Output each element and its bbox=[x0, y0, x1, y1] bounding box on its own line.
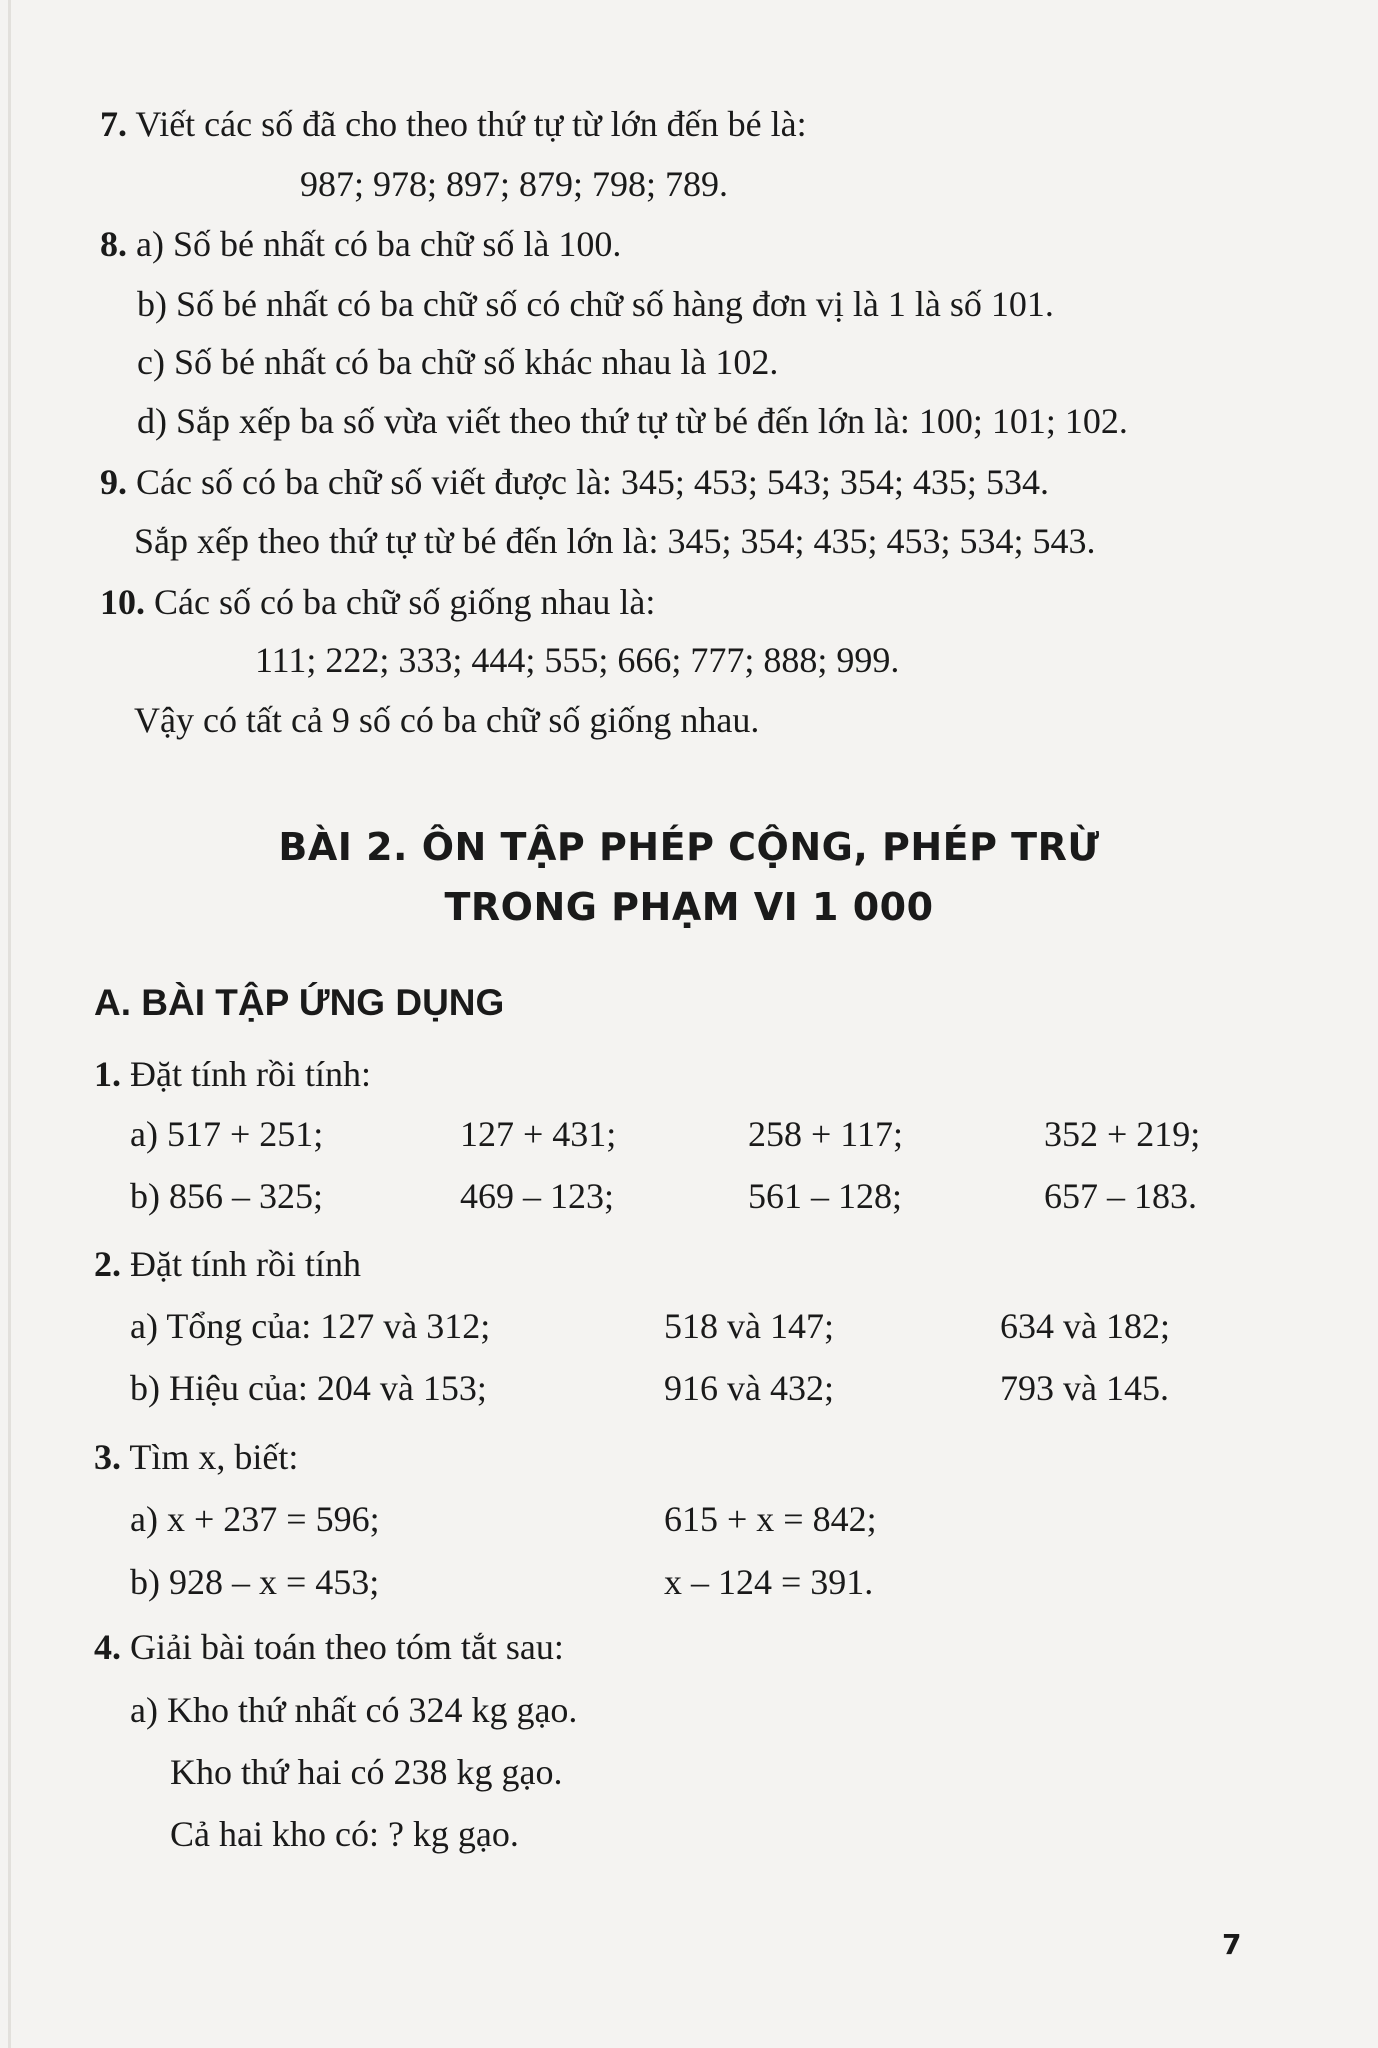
ex4-text: Giải bài toán theo tóm tắt sau: bbox=[130, 1627, 564, 1667]
q9-line2: Sắp xếp theo thứ tự từ bé đến lớn là: 345; 354; 435; 453; 534; 543. bbox=[134, 521, 1096, 561]
ex2-number: 2. bbox=[94, 1244, 121, 1284]
q10-number: 10. bbox=[100, 582, 145, 622]
q8-line-a bbox=[100, 222, 621, 266]
ex2-b-3: 793 và 145. bbox=[1000, 1368, 1169, 1408]
q8-number: 8. bbox=[100, 224, 127, 264]
ex1-number: 1. bbox=[94, 1054, 121, 1094]
lesson-title-line1: BÀI 2. ÔN TẬP PHÉP CỘNG, PHÉP TRỪ bbox=[278, 825, 1100, 869]
q9-number: 9. bbox=[100, 462, 127, 502]
ex1-line bbox=[94, 1052, 371, 1096]
q10-line2: 111; 222; 333; 444; 555; 666; 777; 888; 999. bbox=[255, 640, 900, 680]
ex4-number: 4. bbox=[94, 1627, 121, 1667]
q9-text: Các số có ba chữ số viết được là: 345; 453; 543; 354; 435; 534. bbox=[136, 462, 1049, 502]
ex1-a-1: a) 517 + 251; bbox=[130, 1114, 324, 1154]
q10-text: Các số có ba chữ số giống nhau là: bbox=[154, 582, 656, 622]
ex2-a-1: a) Tổng của: 127 và 312; bbox=[130, 1306, 491, 1346]
ex2-b-2: 916 và 432; bbox=[664, 1368, 834, 1408]
ex4-line bbox=[94, 1625, 564, 1669]
ex1-b-1: b) 856 – 325; bbox=[130, 1176, 323, 1216]
q9-line1 bbox=[100, 460, 1049, 504]
ex1-b-2: 469 – 123; bbox=[460, 1176, 615, 1216]
q8-c: c) Số bé nhất có ba chữ số khác nhau là 102. bbox=[137, 342, 779, 382]
ex4-a1: a) Kho thứ nhất có 324 kg gạo. bbox=[130, 1690, 578, 1730]
ex3-b-2: x – 124 = 391. bbox=[664, 1562, 874, 1602]
ex3-a-2: 615 + x = 842; bbox=[664, 1499, 877, 1539]
ex2-text: Đặt tính rồi tính bbox=[130, 1244, 361, 1284]
q8-b: b) Số bé nhất có ba chữ số có chữ số hàng đơn vị là 1 là số 101. bbox=[137, 284, 1054, 324]
ex2-a-2: 518 và 147; bbox=[664, 1306, 834, 1346]
q8-a: a) Số bé nhất có ba chữ số là 100. bbox=[136, 224, 622, 264]
ex1-a-4: 352 + 219; bbox=[1044, 1114, 1201, 1154]
lesson-title-line2: TRONG PHẠM VI 1 000 bbox=[444, 885, 934, 929]
q10-line3: Vậy có tất cả 9 số có ba chữ số giống nhau. bbox=[134, 700, 760, 740]
section-heading: A. BÀI TẬP ỨNG DỤNG bbox=[94, 982, 505, 1023]
ex2-b-1: b) Hiệu của: 204 và 153; bbox=[130, 1368, 487, 1408]
q7-number: 7. bbox=[100, 104, 127, 144]
ex3-text: Tìm x, biết: bbox=[129, 1437, 299, 1477]
ex4-a3: Cả hai kho có: ? kg gạo. bbox=[170, 1814, 519, 1854]
page-gutter-shadow bbox=[8, 0, 11, 2048]
ex3-number: 3. bbox=[94, 1437, 121, 1477]
ex1-b-3: 561 – 128; bbox=[748, 1176, 903, 1216]
page-number: 7 bbox=[1222, 1928, 1242, 1961]
q7-text: Viết các số đã cho theo thứ tự từ lớn đến bé là: bbox=[135, 104, 807, 144]
ex3-a-1: a) x + 237 = 596; bbox=[130, 1499, 380, 1539]
ex3-b-1: b) 928 – x = 453; bbox=[130, 1562, 380, 1602]
ex1-text: Đặt tính rồi tính: bbox=[130, 1054, 371, 1094]
ex1-b-4: 657 – 183. bbox=[1044, 1176, 1197, 1216]
ex2-line bbox=[94, 1242, 361, 1286]
q7-line bbox=[100, 102, 807, 146]
q10-line1 bbox=[100, 580, 655, 624]
ex1-a-3: 258 + 117; bbox=[748, 1114, 903, 1154]
ex4-a2: Kho thứ hai có 238 kg gạo. bbox=[170, 1752, 563, 1792]
ex1-a-2: 127 + 431; bbox=[460, 1114, 617, 1154]
ex3-line bbox=[94, 1435, 298, 1479]
q8-d: d) Sắp xếp ba số vừa viết theo thứ tự từ bé đến lớn là: 100; 101; 102. bbox=[137, 401, 1128, 441]
q7-answer: 987; 978; 897; 879; 798; 789. bbox=[300, 164, 729, 204]
ex2-a-3: 634 và 182; bbox=[1000, 1306, 1170, 1346]
